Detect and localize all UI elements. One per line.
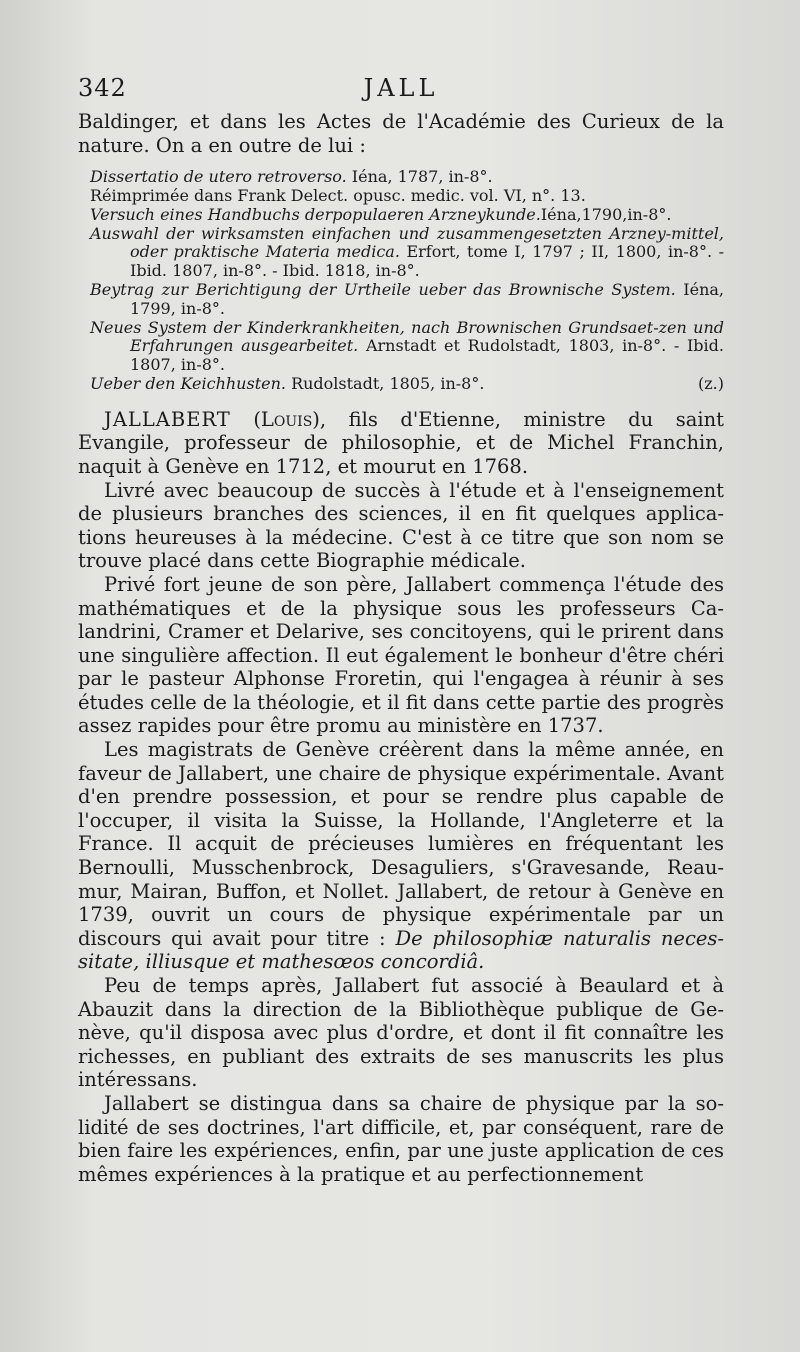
bibliography-entry — [78, 225, 724, 281]
article-paragraph — [78, 408, 724, 479]
bibliography-entry-last — [78, 375, 724, 394]
entry-title: Ueber den Keichhusten. — [90, 373, 286, 393]
discourse-title: De philosophiæ naturalis neces-sitate, illiusque et mathesœos concordiâ. — [78, 926, 724, 974]
page-number: 342 — [78, 74, 127, 102]
article-paragraph: Livré avec beaucoup de succès à l'étude et à l'enseignement de plusieurs branches des sciences, il en fit quelques applica-tions heureuses à la médecine. C'est à ce titre que son nom se trouve placé dans cette Biographie médicale. — [78, 478, 724, 573]
entry-details: Erfort, tome I, 1797 ; II, 1800, in-8°. - Ibid. 1807, in-8°. - Ibid. 1818, in-8°. — [130, 242, 724, 281]
bibliography-entry — [78, 168, 724, 187]
entry-title: Auswahl der wirksamsten einfachen und zusammengesetzten Arzney-mittel, oder praktische Materia medica. — [90, 223, 724, 262]
entry-details: Rudolstadt, 1805, in-8°. — [285, 373, 485, 393]
article-jallabert — [78, 408, 724, 1187]
paragraph-text: Les magistrats de Genève créèrent dans la même année, en faveur de Jallabert, une chaire de physique expérimentale. Avant d'en prendre possession, et pour se rendre plus capable de l'occuper, il visita la Suisse, la Hollande, l'Angleterre et la France. Il acquit de précieuses lumières en fréquentant les Bernoulli, Musschenbrock, Desaguliers, s'Gravesande, Reau-mur, Mairan, Buffon, et Nollet. Jallabert, de retour à Genève en 1739, ouvrit un cours de physique expérimentale par un discours qui avait pour titre : — [78, 738, 724, 950]
page-header — [78, 74, 724, 108]
entry-details: Iéna, 1799, in-8°. — [130, 279, 724, 318]
author-signature: (z.) — [698, 373, 724, 393]
article-paragraph — [78, 738, 724, 974]
entry-text — [90, 375, 484, 394]
intro-paragraph: Baldinger, et dans les Actes de l'Académie des Curieux de la nature. On a en outre de lui : — [78, 110, 724, 157]
article-paragraph: Jallabert se distingua dans sa chaire de physique par la so-lidité de ses doctrines, l'art difficile, et, par conséquent, rare de bien faire les expériences, enfin, par une juste application de ces mêmes expériences à la pratique et au perfectionnement — [78, 1091, 724, 1186]
bibliography-entry — [78, 187, 724, 206]
entry-title: Dissertatio de utero retroverso. — [90, 167, 347, 187]
entry-details: Réimprimée dans Frank Delect. opusc. medic. vol. VI, n°. 13. — [90, 185, 586, 205]
bibliography-entry — [78, 281, 724, 319]
paragraph-text: , fils d'Etienne, ministre du saint Evangile, professeur de philosophie, et de Michel Franchin, naquit à Genève en 1712, et mourut en 1768. — [78, 407, 725, 478]
article-paragraph: Privé fort jeune de son père, Jallabert commença l'étude des mathématiques et de la physique sous les professeurs Ca-landrini, Cramer et Delarive, ses concitoyens, qui le prirent dans une singulière affection. Il eut également le bonheur d'être chéri par le pasteur Alphonse Froretin, qui l'engagea à réunir à ses études celle de la théologie, et il fit dans cette partie des progrès assez rapides pour être promu au ministère en 1737. — [78, 572, 724, 738]
entry-details: Iéna,1790,in-8°. — [540, 204, 672, 224]
entry-details: Iéna, 1787, in-8°. — [346, 167, 493, 187]
forename: (Louis) — [253, 407, 320, 431]
bibliography-entry — [78, 206, 724, 225]
headword: JALLABERT — [104, 407, 231, 431]
page-body — [78, 110, 724, 1186]
entry-title: Neues System der Kinderkrankheiten, nach Brownischen Grundsaet-zen und Erfahrungen ausgearbeitet. — [90, 317, 724, 356]
running-head: JALL — [363, 74, 439, 102]
bibliography-entry — [78, 319, 724, 375]
entry-title: Versuch eines Handbuchs derpopulaeren Arzneykunde. — [90, 204, 541, 224]
article-paragraph: Peu de temps après, Jallabert fut associé à Beaulard et à Abauzit dans la direction de la Bibliothèque publique de Ge-nève, qu'il disposa avec plus d'ordre, et dont il fit connaître les richesses, en publiant des extraits de ses manuscrits les plus intéressans. — [78, 974, 724, 1092]
bibliography-list — [78, 168, 724, 394]
entry-details: Arnstadt et Rudolstadt, 1803, in-8°. - Ibid. 1807, in-8°. — [130, 336, 724, 375]
entry-title: Beytrag zur Berichtigung der Urtheile ueber das Brownische System. — [90, 279, 676, 299]
